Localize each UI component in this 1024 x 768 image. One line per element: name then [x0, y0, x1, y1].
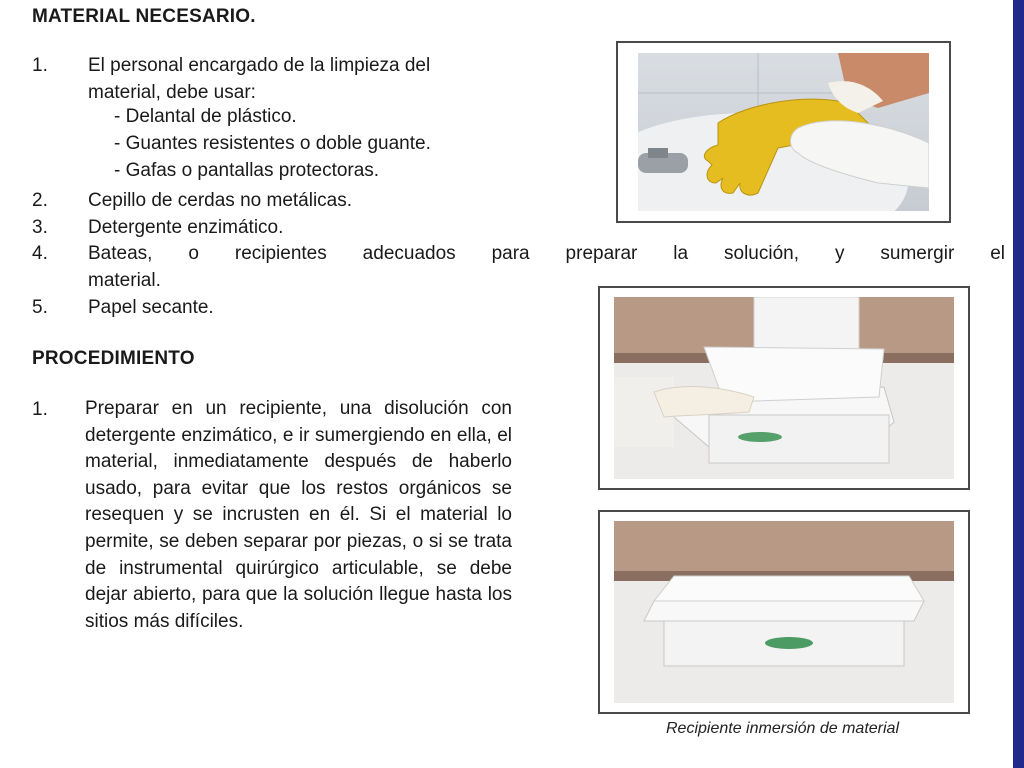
item-number: 1.: [32, 55, 48, 76]
procedure-number: [32, 396, 72, 423]
item-text-cont: material.: [88, 270, 161, 291]
gloves-photo: [638, 53, 929, 211]
item-text: El personal encargado de la limpieza del: [88, 55, 431, 76]
item-text: Detergente enzimático.: [88, 217, 284, 238]
procedure-text: Preparar en un recipiente, una disolución con detergente enzimático, e ir sumergiendo en ella, el material, inmediatamente después de haberlo usado, para evitar que los restos orgánicos se resequen y se incrusten en él. Si el material lo permite, se deben separar por piezas, o si se trata de instrumental quirúrgico articulable, se debe dejar abierto, para que la solución llegue hasta los sitios más difíciles.: [85, 398, 512, 632]
tray-closed-photo: [614, 521, 954, 703]
subitem-gafas: - Gafas o pantallas protectoras.: [114, 160, 380, 181]
item-text: Papel secante.: [88, 297, 214, 318]
subitem-guantes: - Guantes resistentes o doble guante.: [114, 133, 431, 154]
subitem-delantal: - Delantal de plástico.: [114, 106, 297, 127]
photo-frame-tray-closed: [598, 510, 970, 714]
item-number: 3.: [32, 217, 48, 238]
item-text-cont: material, debe usar:: [88, 82, 256, 103]
item-number: 1.: [32, 399, 48, 420]
page-edge-bar: [1013, 0, 1024, 768]
photo-caption: Recipiente inmersión de material: [666, 720, 899, 737]
item-number: 4.: [32, 243, 48, 264]
section-heading-procedimiento: PROCEDIMIENTO: [32, 348, 195, 369]
photo-frame-gloves: [616, 41, 951, 223]
list-item-5: [32, 294, 592, 321]
item-number: 2.: [32, 190, 48, 211]
list-item-1: [32, 52, 592, 106]
list-item-3: [32, 214, 592, 241]
list-item-2: [32, 187, 592, 214]
tray-open-photo: [614, 297, 954, 479]
section-heading-material: MATERIAL NECESARIO.: [32, 6, 256, 27]
item-text: Cepillo de cerdas no metálicas.: [88, 190, 353, 211]
photo-frame-tray-open: [598, 286, 970, 490]
item-text: Bateas, o recipientes adecuados para preparar la solución, y sumergir el: [88, 243, 1005, 264]
item-number: 5.: [32, 297, 48, 318]
